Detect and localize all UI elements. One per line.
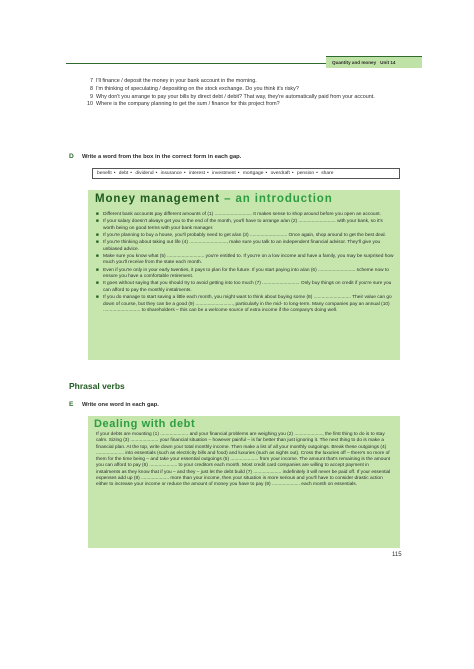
bullet-dot: ■: [96, 295, 99, 301]
section-e-instruction: Write one word in each gap.: [82, 402, 159, 408]
item-text: Why don't you arrange to pay your bills by direct debt / debit? That way, they're automatically paid from your account.: [96, 93, 375, 100]
bullet-text: If you're planning to buy a house, you'll probably need to get a/an (3) ............................ Once again, shop around to get the best deal.: [103, 233, 386, 238]
bullet-item: [96, 295, 394, 314]
box-word: insurance: [160, 171, 182, 176]
page-header-tab: [326, 56, 422, 68]
item-number: 10: [87, 101, 93, 108]
bullet-item: [96, 219, 394, 232]
bullet-dot: ■: [96, 240, 99, 246]
item-number: 7: [90, 78, 93, 84]
bullet-dot: ■: [96, 267, 99, 273]
box-word: investment: [212, 171, 236, 176]
money-title: [95, 193, 333, 205]
bullet-dot: ■: [96, 212, 99, 217]
item-text: Where is the company planning to get the sum / finance for this project from?: [96, 101, 280, 108]
header-rule: [66, 63, 326, 64]
bullet-text: If you do manage to start saving a little each month, you might want to think about buying some (8) ............................ Their value can go down of course, but they can be a good (9) ............................, particularly in the mid- to long-term. Many companies pay an annual (10) ............................ to shareholders – this can be a welcome source of extra income if the company's doing well.: [103, 295, 392, 313]
box-word: mortgage: [242, 171, 264, 176]
debt-title: Dealing with debt: [94, 418, 196, 430]
bullet-dot: ■: [96, 233, 99, 238]
phrasal-verbs-heading: Phrasal verbs: [69, 381, 125, 391]
bullet-item: [96, 268, 394, 281]
bullet-item: [96, 240, 394, 253]
bullet-text: If you're thinking about taking out life (4) ............................, make sure you talk to an independent financial advisor. They'll give you unbiased advice.: [103, 240, 381, 252]
bullet-text: Make sure you know what (5) ............................ you're entitled to. If you're on a low income and have a family, you may be surprised how much you'll receive from the state each month.: [103, 254, 394, 266]
list-item: [84, 101, 394, 108]
box-word: pension: [296, 171, 315, 176]
box-word: debt: [118, 171, 129, 176]
section-e-letter: E: [69, 401, 74, 408]
section-d-letter: D: [69, 153, 74, 160]
bullet-text: Different bank accounts pay different amounts of (1) ............................ It makes sense to shop around before you open an account.: [103, 212, 381, 217]
debt-paragraph: If your debts are mounting (1) ..................... and your financial problems are weighing you (2) ....................., the first thing to do is to stay calm. Sizing (3) ..................... your financial situation – however painful – is far better than just ignoring it. The next thing to do is make a financial plan. At the top, write down your total monthly income. Then make a list of all your monthly outgoings. Break these outgoings (4) ..................... into essentials (such as electricity bills and food) and luxuries (such as nights out). Cross the luxuries off – there's no more of them for the time being – and take your essential outgoings (5) ..................... from your income. The amount that's remaining is the amount you can afford to pay (6) ..................... to your creditors each month. Most credit card companies are willing to accept payment in instalments as they know that if you – and they – just let the debt build (7) ..................... indefinitely it will never be paid off. If your essential expenses add up (8) ..................... more than your income, then your situation is more serious and you'll have to consider drastic action either to increase your income or reduce the amount of money you have to pay (9) ..................... each month on essentials.: [96, 432, 391, 487]
box-word: interest: [188, 171, 206, 176]
list-item: [84, 86, 394, 93]
bullet-text: It goes without saying that you should try to avoid getting into too much (7) ............................ Only buy things on credit if you're sure you can afford to pay the monthly instalments.: [103, 281, 392, 293]
list-item: [84, 94, 394, 101]
item-text: I'll finance / deposit the money in your bank account in the morning.: [96, 78, 257, 84]
section-d-instruction: Write a word from the box in the correct form in each gap.: [82, 154, 242, 160]
box-word: dividend: [135, 171, 154, 176]
money-title-intro: – an introduction: [224, 193, 333, 205]
page-number: 115: [392, 552, 402, 558]
bullet-dot: ■: [96, 254, 99, 259]
chapter-title: Quantity and money: [332, 60, 377, 65]
bullet-text: Even if you're only in your early twenties, it pays to plan for the future. If you start paying into a/an (6) ............................ scheme now to ensure you have a comfortable retirement.: [103, 267, 389, 280]
money-title-main: Money management: [95, 193, 220, 205]
word-box: benefit • debt • dividend • insurance • interest • investment • mortgage • overdraft • pension • share: [92, 168, 400, 179]
box-word: share: [321, 171, 334, 176]
bullet-item: [96, 254, 394, 267]
item-text: I'm thinking of speculating / depositing on the stock exchange. Do you think it's risky?: [96, 85, 299, 92]
bullet-item: [96, 281, 394, 294]
box-word: overdraft: [270, 171, 290, 176]
box-word: benefit: [97, 171, 112, 176]
numbered-items: [84, 78, 394, 109]
item-number: 9: [90, 93, 93, 100]
bullet-item: [96, 212, 394, 218]
list-item: [84, 78, 394, 85]
bullet-item: [96, 233, 394, 239]
money-bullets: [96, 212, 394, 315]
item-number: 8: [90, 85, 93, 92]
unit-label: Unit 14: [380, 60, 396, 65]
bullet-text: If your salary doesn't always get you to the end of the month, you'll have to arrange a/an (2) ............................ with your bank, so it's worth being on good terms with your bank manager.: [103, 219, 383, 231]
bullet-dot: ■: [96, 219, 99, 225]
bullet-dot: ■: [96, 281, 99, 287]
